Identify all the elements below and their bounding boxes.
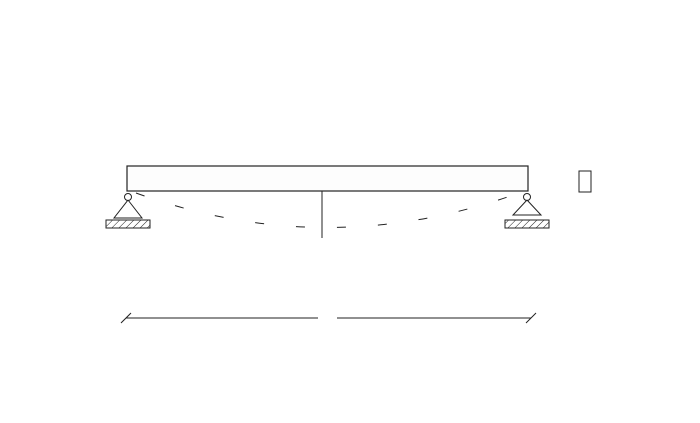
span-dimension [121, 313, 536, 323]
beam [127, 166, 528, 191]
roller-support-right [505, 194, 549, 229]
deflected-shape-curve [136, 193, 519, 228]
pin-support-left [106, 194, 150, 229]
cross-section [579, 171, 591, 192]
